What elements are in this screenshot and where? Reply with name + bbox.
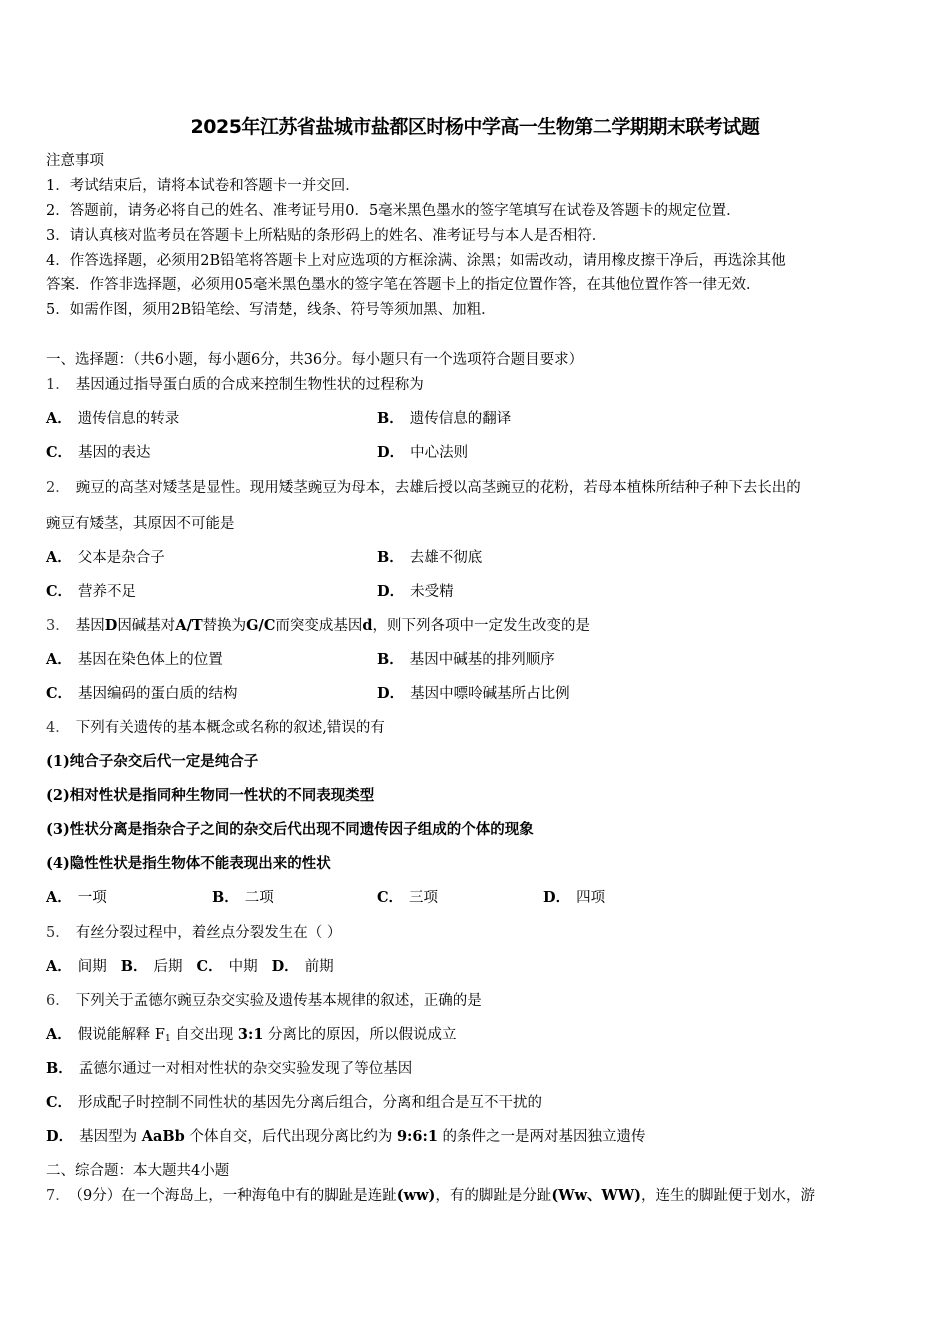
notice-heading: 注意事项	[46, 153, 104, 169]
q1-option-a[interactable]: A． 遗传信息的转录	[46, 410, 180, 427]
q6-option-c[interactable]: C． 形成配子时控制不同性状的基因先分离后组合，分离和组合是互不干扰的	[46, 1094, 543, 1111]
q4-option-c[interactable]: C． 三项	[377, 889, 439, 906]
q6-option-b[interactable]: B． 孟德尔通过一对相对性状的杂交实验发现了等位基因	[46, 1060, 413, 1077]
question-7: 7． （9分）在一个海岛上，一种海龟中有的脚趾是连趾(ww)，有的脚趾是分趾(Ww、WW)，连生的脚趾便于划水，游	[46, 1187, 815, 1204]
q6-option-d[interactable]: D． 基因型为 AaBb 个体自交，后代出现分离比约为 9:6:1 的条件之一是两对基因独立遗传	[46, 1128, 646, 1145]
q4-statement-2: (2)相对性状是指同种生物同一性状的不同表现类型	[46, 787, 375, 804]
q4-statement-4: (4)隐性性状是指生物体不能表现出来的性状	[46, 855, 331, 872]
question-number: 1．	[46, 377, 70, 393]
q1-option-c[interactable]: C． 基因的表达	[46, 444, 151, 461]
q5-option-b[interactable]: B． 后期	[120, 958, 183, 975]
question-6	[46, 991, 482, 1011]
question-4	[46, 718, 385, 738]
notice-item: 2．答题前，请务必将自己的姓名、准考证号用0．5毫米黑色墨水的签字笔填写在试卷及答题卡的规定位置．	[46, 203, 741, 219]
question-2	[46, 478, 801, 498]
section2-heading: 二、综合题：本大题共4小题	[46, 1163, 230, 1179]
q5-option-c[interactable]: C． 中期	[196, 958, 258, 975]
question-score: （9分）	[75, 1188, 122, 1204]
notice-item: 5．如需作图，须用2B铅笔绘、写清楚，线条、符号等须加黑、加粗．	[46, 302, 496, 318]
question-stem: 下列关于孟德尔豌豆杂交实验及遗传基本规律的叙述，正确的是	[75, 993, 482, 1009]
question-stem: 下列有关遗传的基本概念或名称的叙述,错误的有	[75, 720, 385, 736]
q5-options	[46, 957, 348, 977]
question-number: 5．	[46, 925, 70, 941]
q2-option-a[interactable]: A． 父本是杂合子	[46, 549, 165, 566]
q4-option-d[interactable]: D． 四项	[543, 889, 606, 906]
question-stem: 有丝分裂过程中，着丝点分裂发生在（ ）	[75, 925, 342, 941]
question-number: 7．	[46, 1188, 70, 1204]
q1-option-d[interactable]: D． 中心法则	[377, 444, 469, 461]
q3-option-d[interactable]: D． 基因中嘌呤碱基所占比例	[377, 685, 570, 702]
q4-option-b[interactable]: B． 二项	[212, 889, 274, 906]
q3-option-b[interactable]: B． 基因中碱基的排列顺序	[377, 651, 555, 668]
question-1	[46, 375, 424, 395]
question-stem: 豌豆的高茎对矮茎是显性。现用矮茎豌豆为母本，去雄后授以高茎豌豆的花粉，若母本植株所结种子种下去长出的	[75, 480, 801, 496]
q1-option-b[interactable]: B． 遗传信息的翻译	[377, 410, 512, 427]
q4-option-a[interactable]: A． 一项	[46, 889, 107, 906]
question-stem: 基因通过指导蛋白质的合成来控制生物性状的过程称为	[75, 377, 424, 393]
q5-option-a[interactable]: A． 间期	[46, 958, 107, 975]
notice-item: 3．请认真核对监考员在答题卡上所粘贴的条形码上的姓名、准考证号与本人是否相符．	[46, 228, 607, 244]
q6-option-a[interactable]: A． 假说能解释 $F_1$ 自交出现 3:1 分离比的原因，所以假说成立	[46, 1026, 457, 1044]
q2-option-d[interactable]: D． 未受精	[377, 583, 454, 600]
question-2-continued: 豌豆有矮茎，其原因不可能是	[46, 516, 235, 532]
question-number: 4．	[46, 720, 70, 736]
q2-option-c[interactable]: C． 营养不足	[46, 583, 137, 600]
notice-item: 答案．作答非选择题，必须用05毫米黑色墨水的签字笔在答题卡上的指定位置作答，在其他位置作答一律无效．	[46, 277, 761, 293]
q5-option-d[interactable]: D． 前期	[271, 958, 334, 975]
q3-option-c[interactable]: C． 基因编码的蛋白质的结构	[46, 685, 238, 702]
notice-item: 1．考试结束后，请将本试卷和答题卡一并交回．	[46, 178, 360, 194]
q2-option-b[interactable]: B． 去雄不彻底	[377, 549, 483, 566]
question-3: 3． 基因D因碱基对A/T替换为G/C而突变成基因d，则下列各项中一定发生改变的是	[46, 617, 591, 634]
question-number: 3．	[46, 618, 70, 634]
question-number: 2．	[46, 480, 70, 496]
page-title: 2025年江苏省盐城市盐都区时杨中学高一生物第二学期期末联考试题	[190, 116, 760, 138]
q3-option-a[interactable]: A． 基因在染色体上的位置	[46, 651, 223, 668]
notice-item: 4．作答选择题，必须用2B铅笔将答题卡上对应选项的方框涂满、涂黑；如需改动，请用橡皮擦干净后，再选涂其他	[46, 253, 786, 269]
section1-heading: 一、选择题：（共6小题，每小题6分，共36分。每小题只有一个选项符合题目要求）	[46, 352, 584, 368]
q4-statement-3: (3)性状分离是指杂合子之间的杂交后代出现不同遗传因子组成的个体的现象	[46, 821, 534, 838]
question-number: 6．	[46, 993, 70, 1009]
q4-statement-1: (1)纯合子杂交后代一定是纯合子	[46, 753, 259, 770]
question-5	[46, 923, 341, 943]
